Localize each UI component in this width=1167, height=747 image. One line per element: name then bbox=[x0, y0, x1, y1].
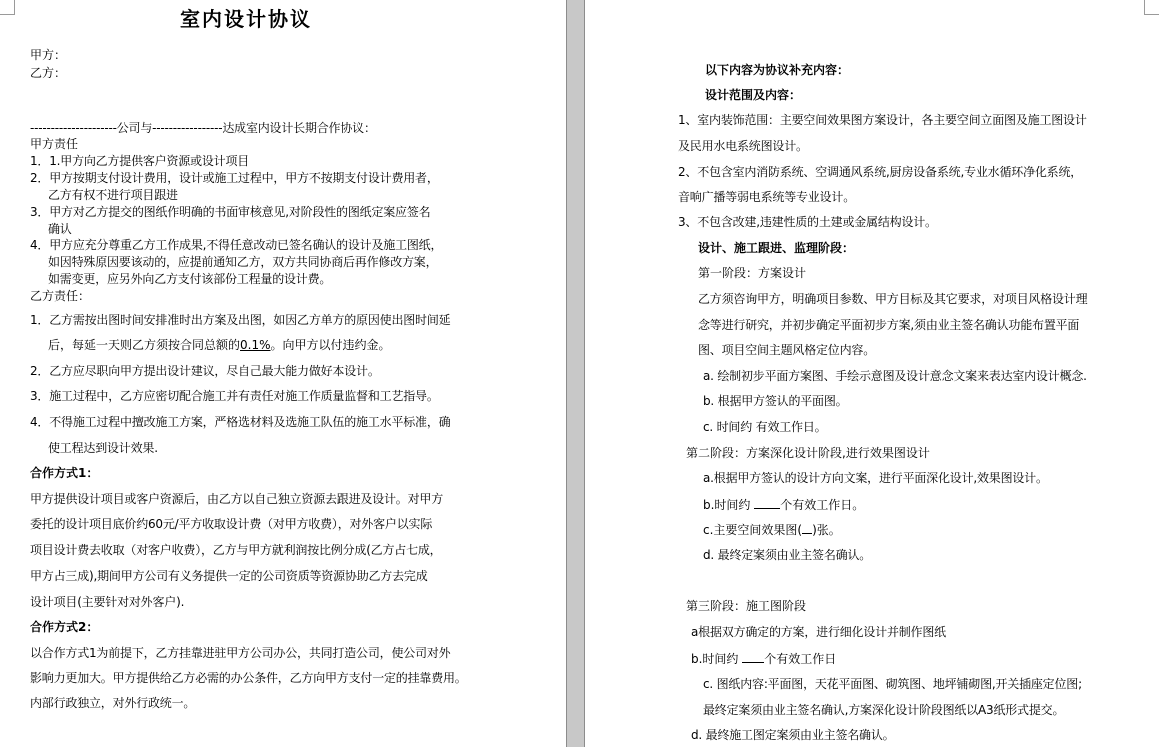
coop1-line: 委托的设计项目底价约60元/平方收取设计费（对甲方收费），对外客户以实际 bbox=[30, 517, 433, 531]
phase1-title: 第一阶段：方案设计 bbox=[698, 266, 807, 280]
party-a-label: 甲方： bbox=[30, 48, 67, 62]
b-item-4: 4．不得施工过程中擅改施工方案，严格选材料及选施工队伍的施工水平标准，确 bbox=[30, 415, 451, 429]
penalty-rate: 0.1% bbox=[240, 338, 271, 352]
b-item-1-cont bbox=[48, 338, 391, 352]
days-blank bbox=[754, 497, 780, 509]
coop2-line: 影响力更加大。甲方提供给乙方必需的办公条件，乙方向甲方支付一定的挂靠费用。 bbox=[30, 671, 467, 685]
phase3-item-d: d. 最终施工图定案须由业主签名确认。 bbox=[691, 728, 895, 742]
a-item-4-cont1: 如因特殊原因要该动的，应提前通知乙方，双方共同协商后再作修改方案， bbox=[48, 255, 438, 269]
a-item-1: 1．1.甲方向乙方提供客户资源或设计项目 bbox=[30, 154, 250, 168]
a-item-4-cont2: 如需变更，应另外向乙方支付该部份工程量的设计费。 bbox=[48, 272, 332, 286]
a-resp-heading: 甲方责任 bbox=[30, 137, 79, 151]
a-item-4: 4．甲方应充分尊重乙方工作成果,不得任意改动已签名确认的设计及施工图纸， bbox=[30, 238, 443, 252]
phase1-item-b: b. 根据甲方签认的平面图。 bbox=[703, 394, 848, 408]
a-item-3-cont: 确认 bbox=[48, 222, 72, 236]
scope-item-2-cont: 音响广播等弱电系统等专业设计。 bbox=[678, 190, 856, 204]
coop1-line: 甲方提供设计项目或客户资源后，由乙方以自己独立资源去跟进及设计。对甲方 bbox=[30, 492, 444, 506]
coop1-line: 设计项目(主要针对对外客户). bbox=[30, 595, 185, 609]
scope-item-1-cont: 及民用水电系统图设计。 bbox=[678, 139, 808, 153]
phase3-item-b-text: b.时间约 bbox=[691, 652, 739, 666]
page-gutter bbox=[566, 0, 585, 747]
b-item-4-cont: 使工程达到设计效果. bbox=[48, 441, 158, 455]
a-item-2: 2．甲方按期支付设计费用，设计或施工过程中，甲方不按期支付设计费用者， bbox=[30, 171, 439, 185]
phase2-item-c bbox=[703, 522, 841, 537]
phase1-line: 图、项目空间主题风格定位内容。 bbox=[698, 343, 876, 357]
coop2-heading: 合作方式2： bbox=[30, 620, 99, 634]
phase2-title: 第二阶段：方案深化设计阶段,进行效果图设计 bbox=[686, 446, 930, 460]
coop2-line: 内部行政独立，对外行政统一。 bbox=[30, 696, 196, 710]
coop1-line: 甲方占三成),期间甲方公司有义务提供一定的公司资质等资源协助乙方去完成 bbox=[30, 569, 428, 583]
scope-item-2: 2、不包含室内消防系统、空调通风系统,厨房设备系统,专业水循环净化系统， bbox=[678, 165, 1083, 179]
a-item-2-cont: 乙方有权不进行项目跟进 bbox=[48, 188, 178, 202]
b-item-1-cont-text: 后，每延一天则乙方须按合同总额的 bbox=[48, 338, 241, 352]
phase1-line: 乙方须咨询甲方，明确项目参数、甲方目标及其它要求，对项目风格设计理 bbox=[698, 292, 1088, 306]
phase3-title: 第三阶段：施工图阶段 bbox=[686, 599, 807, 613]
b-resp-heading: 乙方责任： bbox=[30, 289, 91, 303]
phase2-item-b-text: b.时间约 bbox=[703, 498, 751, 512]
b-item-1: 1．乙方需按出图时间安排准时出方案及出图，如因乙方单方的原因使出图时间延 bbox=[30, 313, 451, 327]
phase3-item-b-tail: 个有效工作日 bbox=[764, 652, 837, 666]
phase1-item-a: a. 绘制初步平面方案图、手绘示意图及设计意念文案来表达室内设计概念. bbox=[703, 369, 1087, 383]
phase1-item-c: c. 时间约 有效工作日。 bbox=[703, 420, 827, 434]
phase2-item-a: a.根据甲方签认的设计方向文案，进行平面深化设计,效果图设计。 bbox=[703, 471, 1048, 485]
coop1-line: 项目设计费去收取（对客户收费），乙方与甲方就利润按比例分成(乙方占七成， bbox=[30, 543, 442, 557]
coop2-line: 以合作方式1为前提下，乙方挂靠进驻甲方公司办公，共同打造公司，使公司对外 bbox=[30, 646, 451, 660]
scope-item-3: 3、不包含改建,违建性质的土建或金属结构设计。 bbox=[678, 215, 937, 229]
document-page-left bbox=[0, 0, 566, 747]
gutter-edge bbox=[566, 0, 567, 747]
phase2-item-d: d. 最终定案须由业主签名确认。 bbox=[703, 548, 872, 562]
a-item-3: 3．甲方对乙方提交的图纸作明确的书面审核意见,对阶段性的图纸定案应签名 bbox=[30, 205, 431, 219]
b-item-1-cont-tail: 。向甲方以付违约金。 bbox=[270, 338, 391, 352]
supplement-heading: 以下内容为协议补充内容： bbox=[705, 63, 850, 77]
phase3-item-b bbox=[691, 651, 836, 666]
b-item-3: 3．施工过程中，乙方应密切配合施工并有责任对施工作质量监督和工艺指导。 bbox=[30, 389, 439, 403]
phase3-item-c: c. 图纸内容:平面图，天花平面图、砌筑图、地坪铺砌图,开关插座定位图; bbox=[703, 677, 1082, 691]
b-item-2: 2．乙方应尽职向甲方提出设计建议，尽自己最大能力做好本设计。 bbox=[30, 364, 380, 378]
coop1-heading: 合作方式1： bbox=[30, 466, 99, 480]
document-page-right bbox=[585, 0, 1167, 747]
phase3-item-c-cont: 最终定案须由业主签名确认,方案深化设计阶段图纸以A3纸形式提交。 bbox=[703, 703, 1065, 717]
phase3-item-a: a根据双方确定的方案，进行细化设计并制作图纸 bbox=[691, 625, 946, 639]
page-corner-mark bbox=[1144, 0, 1159, 15]
phase-heading: 设计、施工跟进、监理阶段： bbox=[698, 241, 855, 255]
scope-item-1: 1、室内装饰范围：主要空间效果图方案设计，各主要空间立面图及施工图设计 bbox=[678, 113, 1087, 127]
phase1-line: 念等进行研究，并初步确定平面初步方案,须由业主签名确认功能布置平面 bbox=[698, 318, 1080, 332]
phase2-item-c-text: c.主要空间效果图( bbox=[703, 523, 803, 537]
party-b-label: 乙方： bbox=[30, 66, 67, 80]
count-blank bbox=[802, 522, 812, 534]
intro-line: ---------------------公司与-----------------达成室内设计长期合作协议： bbox=[30, 121, 376, 135]
doc-title: 室内设计协议 bbox=[180, 7, 312, 31]
phase2-item-b-tail: 个有效工作日。 bbox=[780, 498, 865, 512]
page-corner-mark bbox=[0, 0, 15, 15]
phase2-item-b bbox=[703, 497, 864, 512]
days-blank bbox=[742, 651, 764, 663]
phase2-item-c-tail: )张。 bbox=[812, 523, 841, 537]
scope-heading: 设计范围及内容： bbox=[705, 88, 802, 102]
